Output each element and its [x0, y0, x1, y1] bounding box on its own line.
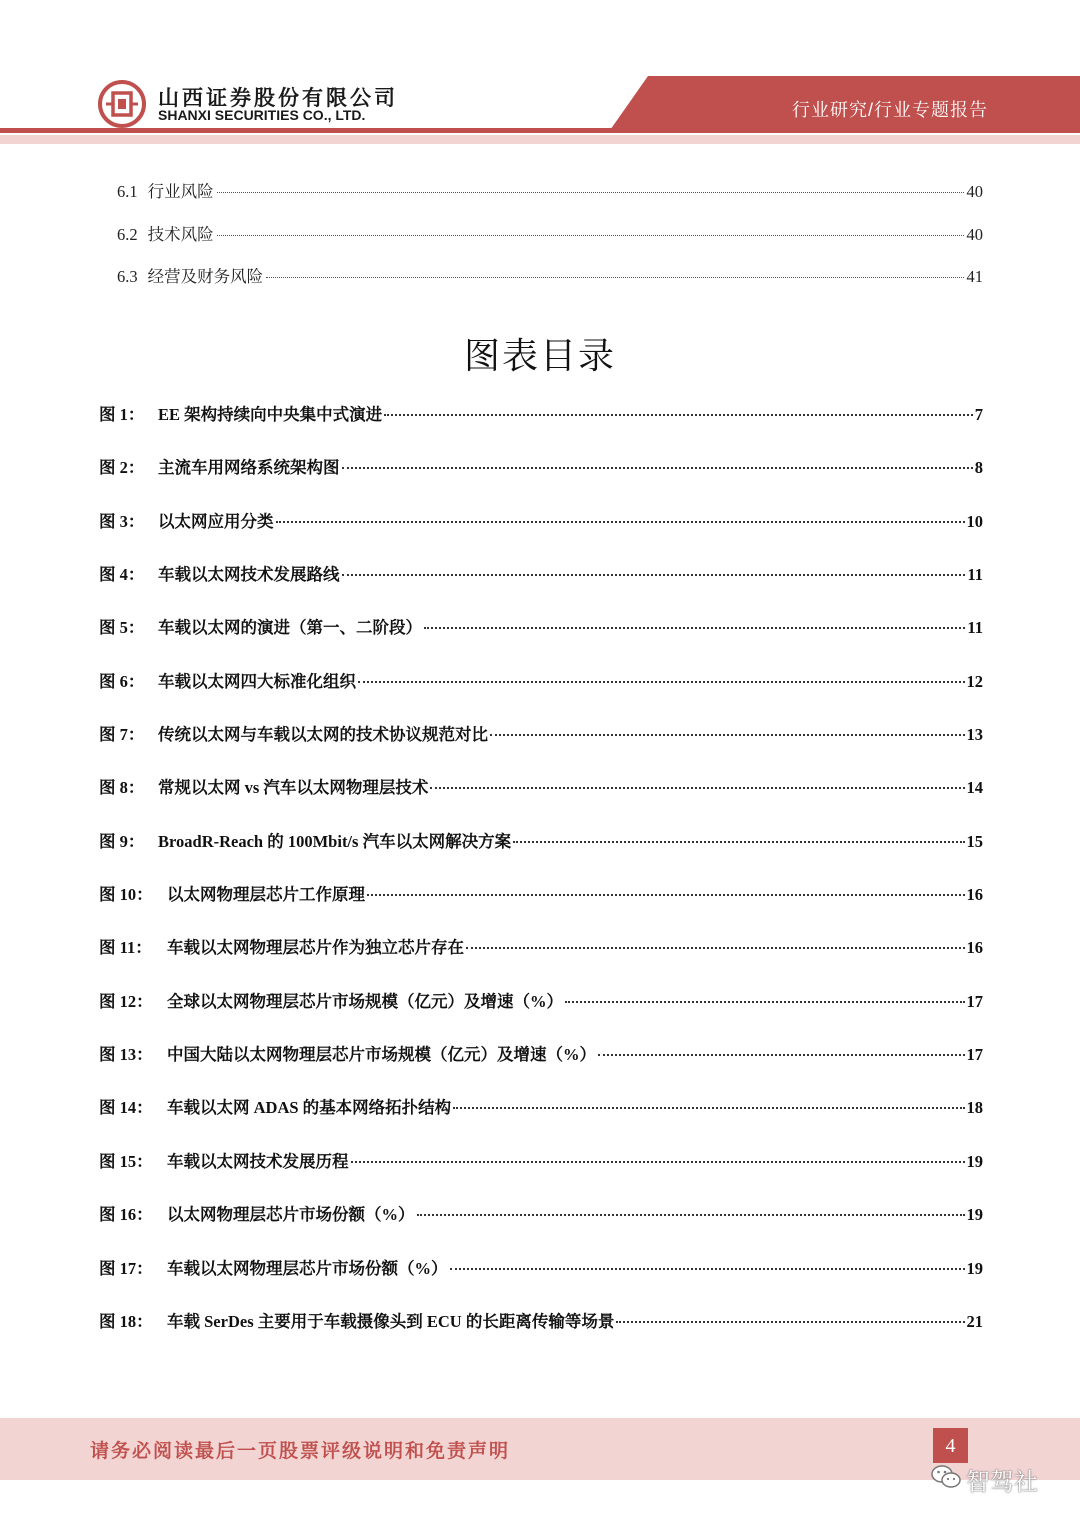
- figure-entry[interactable]: [99, 988, 983, 1041]
- figure-title: 车载以太网物理层芯片市场份额（%）: [167, 1258, 448, 1278]
- toc-leader: [217, 192, 964, 193]
- toc-leader: [616, 1321, 964, 1323]
- figure-title: 车载以太网的演进（第一、二阶段）: [158, 618, 422, 638]
- figure-page: 19: [966, 1205, 983, 1225]
- toc-leader: [513, 841, 964, 843]
- toc-entry-title: 经营及财务风险: [147, 267, 264, 286]
- figure-entry[interactable]: [99, 881, 983, 934]
- figure-title: 车载 SerDes 主要用于车载摄像头到 ECU 的长距离传输等场景: [167, 1311, 615, 1331]
- page-number: 4: [933, 1428, 968, 1463]
- figure-label: 图 8：: [99, 778, 145, 798]
- figure-toc-heading: 图表目录: [463, 336, 616, 377]
- figure-label: 图 13：: [99, 1045, 153, 1065]
- figure-label: 图 4：: [99, 565, 145, 585]
- figure-label: 图 18：: [99, 1311, 153, 1331]
- toc-leader: [450, 1268, 965, 1270]
- figure-label: 图 9：: [99, 831, 145, 851]
- figure-entry[interactable]: [99, 1094, 983, 1147]
- figure-entry[interactable]: [99, 1041, 983, 1094]
- toc-entry-number: 6.2: [117, 224, 138, 244]
- figure-page: 12: [966, 671, 983, 691]
- figure-page: 8: [974, 458, 983, 478]
- figure-page: 16: [966, 885, 983, 905]
- header-divider-light: [0, 135, 1080, 144]
- figure-label: 图 7：: [99, 725, 145, 745]
- figure-page: 21: [966, 1311, 983, 1331]
- toc-leader: [351, 1161, 965, 1163]
- figure-entry[interactable]: [99, 774, 983, 827]
- figure-title: 车载以太网 ADAS 的基本网络拓扑结构: [167, 1098, 452, 1118]
- toc-leader: [342, 467, 973, 469]
- header-divider: [0, 128, 1080, 133]
- toc-leader: [417, 1214, 965, 1216]
- toc-entry[interactable]: [117, 221, 983, 264]
- figure-label: 图 2：: [99, 458, 145, 478]
- figure-label: 图 12：: [99, 991, 153, 1011]
- figure-page: 16: [966, 938, 983, 958]
- figure-toc: [99, 401, 983, 1361]
- figure-label: 图 14：: [99, 1098, 153, 1118]
- toc-leader: [342, 574, 966, 576]
- figure-entry[interactable]: [99, 828, 983, 881]
- figure-title: EE 架构持续向中央集中式演进: [158, 405, 383, 424]
- figure-entry[interactable]: [99, 561, 983, 614]
- figure-title: 车载以太网技术发展路线: [158, 565, 340, 585]
- figure-entry[interactable]: [99, 1255, 983, 1308]
- figure-title: 主流车用网络系统架构图: [158, 458, 340, 478]
- figure-page: 11: [967, 618, 983, 638]
- figure-page: 18: [966, 1098, 983, 1118]
- report-type: 行业研究/行业专题报告: [792, 100, 988, 120]
- figure-entry[interactable]: [99, 1148, 983, 1201]
- figure-title: 车载以太网四大标准化组织: [158, 671, 356, 691]
- figure-entry[interactable]: [99, 401, 983, 454]
- toc-leader: [217, 235, 964, 236]
- toc-leader: [598, 1054, 965, 1056]
- toc-leader: [358, 681, 965, 683]
- toc-entry-title: 技术风险: [147, 224, 214, 244]
- figure-page: 10: [966, 511, 983, 531]
- figure-page: 19: [966, 1258, 983, 1278]
- figure-title: 以太网物理层芯片市场份额（%）: [167, 1205, 415, 1225]
- company-name-en: SHANXI SECURITIES CO., LTD.: [158, 107, 366, 123]
- figure-label: 图 3：: [99, 511, 145, 531]
- figure-label: 图 16：: [99, 1205, 153, 1225]
- toc-leader: [367, 894, 965, 896]
- figure-label: 图 1：: [99, 405, 145, 424]
- figure-label: 图 5：: [99, 618, 145, 638]
- shanxi-securities-logo-icon: [98, 80, 146, 128]
- toc-leader: [276, 521, 965, 523]
- figure-entry[interactable]: [99, 934, 983, 987]
- figure-page: 17: [966, 991, 983, 1011]
- figure-label: 图 15：: [99, 1151, 153, 1171]
- toc-entry-page: 40: [966, 182, 983, 201]
- section-toc: [117, 178, 983, 306]
- toc-entry-number: 6.1: [117, 182, 138, 201]
- toc-leader: [490, 734, 965, 736]
- figure-label: 图 10：: [99, 885, 153, 905]
- toc-entry-page: 40: [966, 224, 983, 244]
- figure-entry[interactable]: [99, 668, 983, 721]
- toc-entry-page: 41: [966, 267, 983, 286]
- toc-leader: [430, 787, 964, 789]
- figure-title: BroadR-Reach 的 100Mbit/s 汽车以太网解决方案: [158, 831, 512, 851]
- figure-page: 7: [974, 405, 983, 424]
- figure-entry[interactable]: [99, 508, 983, 561]
- figure-title: 常规以太网 vs 汽车以太网物理层技术: [158, 778, 429, 798]
- disclaimer-text: 请务必阅读最后一页股票评级说明和免责声明: [90, 1440, 511, 1462]
- toc-leader: [384, 414, 973, 416]
- toc-leader: [453, 1107, 964, 1109]
- figure-entry[interactable]: [99, 614, 983, 667]
- figure-label: 图 17：: [99, 1258, 153, 1278]
- figure-page: 14: [966, 778, 983, 798]
- figure-page: 11: [967, 565, 983, 585]
- figure-page: 15: [966, 831, 983, 851]
- watermark-text: 智驾社: [966, 1468, 1038, 1496]
- figure-title: 以太网应用分类: [158, 511, 274, 531]
- toc-leader: [466, 947, 965, 949]
- figure-title: 车载以太网物理层芯片作为独立芯片存在: [167, 938, 464, 958]
- toc-leader: [424, 627, 965, 629]
- figure-page: 13: [966, 725, 983, 745]
- toc-entry-number: 6.3: [117, 267, 138, 286]
- toc-leader: [266, 277, 963, 278]
- figure-title: 全球以太网物理层芯片市场规模（亿元）及增速（%）: [167, 991, 563, 1011]
- page-header: [0, 0, 1080, 150]
- toc-entry[interactable]: [117, 263, 983, 306]
- figure-entry[interactable]: [99, 1201, 983, 1254]
- figure-label: 图 11：: [99, 938, 152, 958]
- figure-title: 传统以太网与车载以太网的技术协议规范对比: [158, 725, 488, 745]
- figure-entry[interactable]: [99, 721, 983, 774]
- toc-entry[interactable]: [117, 178, 983, 221]
- figure-entry[interactable]: [99, 1308, 983, 1361]
- figure-label: 图 6：: [99, 671, 145, 691]
- figure-page: 19: [966, 1151, 983, 1171]
- figure-title: 中国大陆以太网物理层芯片市场规模（亿元）及增速（%）: [167, 1045, 596, 1065]
- wechat-icon: [930, 1463, 962, 1491]
- figure-page: 17: [966, 1045, 983, 1065]
- toc-leader: [565, 1001, 965, 1003]
- figure-title: 车载以太网技术发展历程: [167, 1151, 349, 1171]
- figure-entry[interactable]: [99, 454, 983, 507]
- company-name-cn: 山西证券股份有限公司: [158, 87, 398, 110]
- toc-entry-title: 行业风险: [147, 182, 214, 201]
- figure-title: 以太网物理层芯片工作原理: [167, 885, 365, 905]
